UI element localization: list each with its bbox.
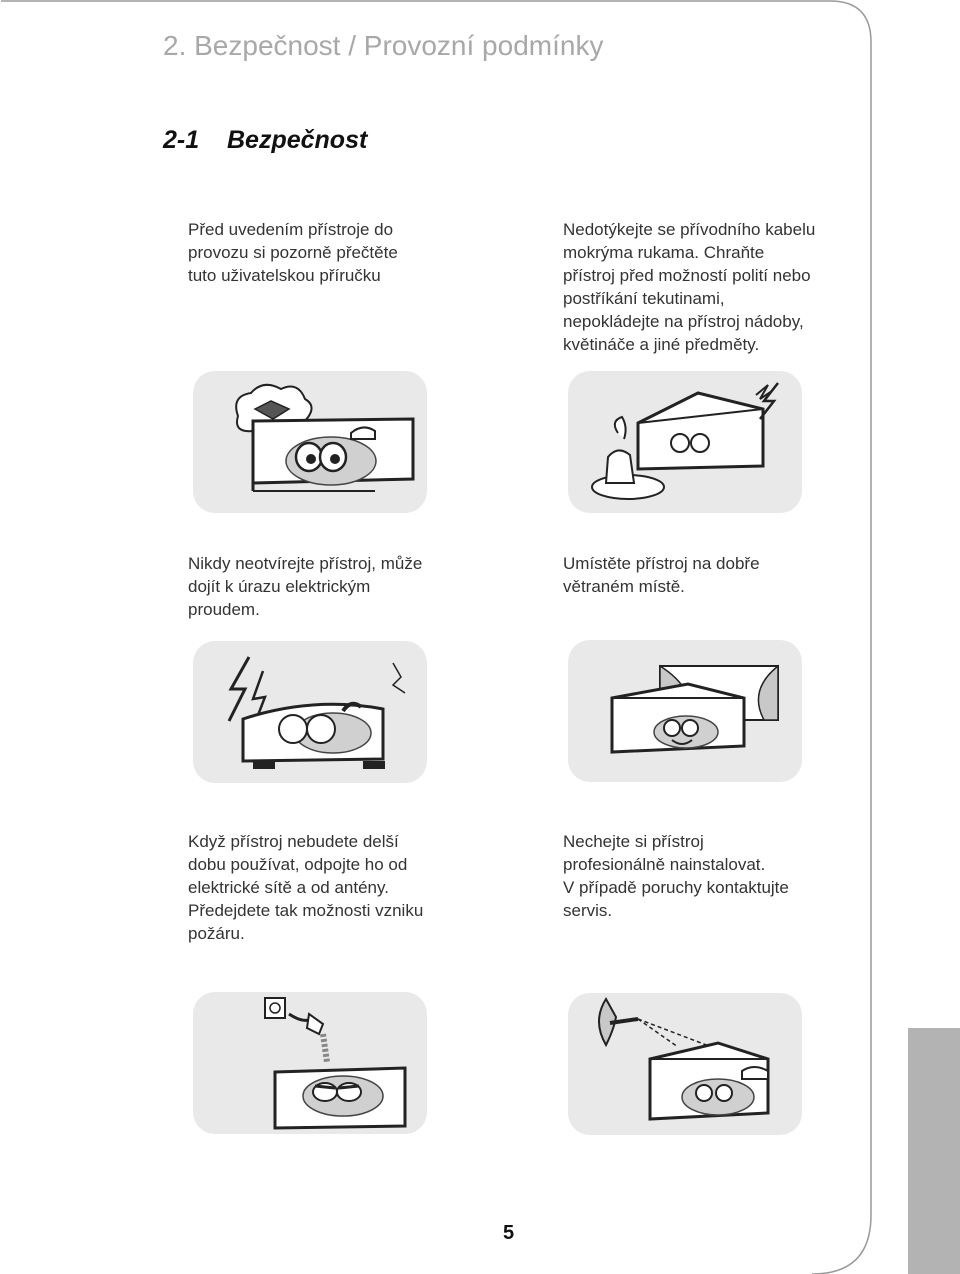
- section-heading: [163, 126, 367, 155]
- satellite-dish-icon: [568, 993, 802, 1135]
- text-wet-hands: Nedotýkejte se přívodního kabelu mokrýma rukama. Chraňte přístroj před možností polití nebo postříkání tekutinami, nepokládejte na přístroj nádoby, květináče a jiné předměty.: [563, 220, 816, 354]
- illustration-do-not-open: [193, 641, 427, 783]
- illustration-read-manual: [193, 371, 427, 513]
- illustration-no-liquids: [568, 371, 802, 513]
- text-ventilation: Umístěte přístroj na dobře větraném místě.: [563, 554, 760, 596]
- section-title: Bezpečnost: [227, 126, 368, 154]
- illustration-installation: [568, 993, 802, 1135]
- text-do-not-open: Nikdy neotvírejte přístroj, může dojít k úrazu elektrickým proudem.: [188, 554, 423, 619]
- chapter-title: 2. Bezpečnost / Provozní podmínky: [163, 30, 604, 61]
- electric-shock-icon: [193, 641, 427, 783]
- power-plug-icon: [193, 992, 427, 1134]
- illustration-unplug: [193, 992, 427, 1134]
- page-number: 5: [503, 1222, 515, 1244]
- text-unplug: Když přístroj nebudete delší dobu používat, odpojte ho od elektrické sítě a od antény. Předejdete tak možnosti vzniku požáru.: [188, 832, 424, 943]
- window-curtain-icon: [568, 640, 802, 782]
- liquid-warning-icon: [568, 371, 802, 513]
- manual-cloud-icon: [193, 371, 427, 513]
- text-read-manual: Před uvedením přístroje do provozu si pozorně přečtěte tuto uživatelskou příručku: [188, 220, 398, 285]
- illustration-ventilation: [568, 640, 802, 782]
- text-installation: Nechejte si přístroj profesionálně nainstalovat. V případě poruchy kontaktujte servis.: [563, 832, 789, 920]
- section-number: 2-1: [163, 126, 200, 154]
- side-tab: [908, 1028, 960, 1274]
